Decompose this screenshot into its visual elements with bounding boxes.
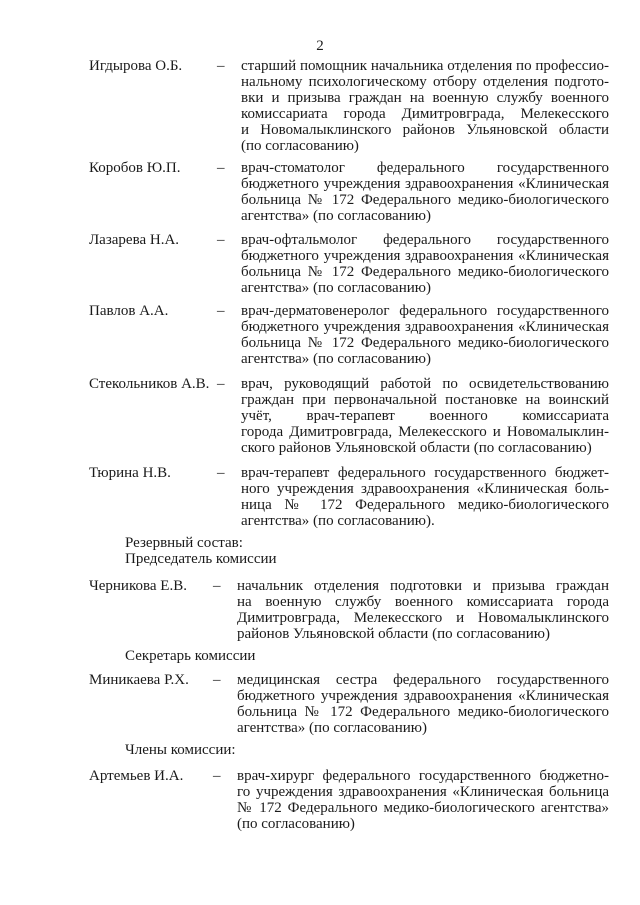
member-name: Артемьев И.А. — [89, 768, 184, 784]
description-line: агентства» (по согласованию) — [237, 720, 427, 736]
member-description — [241, 465, 609, 529]
dash: – — [217, 303, 225, 319]
member-description — [241, 376, 609, 456]
description-line: врач, руководящий работой по освидетельствованию — [241, 376, 609, 392]
member-description — [241, 303, 609, 367]
member-name: Игдырова О.Б. — [89, 58, 183, 74]
description-line: врач-стоматолог федерального государственного — [241, 160, 609, 176]
member-name: Павлов А.А. — [89, 303, 169, 319]
description-line: больница № 172 Федерального медико-биологического — [237, 704, 609, 720]
dash: – — [217, 160, 225, 176]
description-line: на военную службу военного комиссариата города — [237, 594, 609, 610]
member-name: Тюрина Н.В. — [89, 465, 171, 481]
description-line: бюджетного учреждения здравоохранения «Клиническая — [241, 248, 609, 264]
description-line: медицинская сестра федерального государственного — [237, 672, 609, 688]
dash: – — [213, 768, 221, 784]
secretary-heading: Секретарь комиссии — [125, 648, 256, 664]
description-line: (по согласованию) — [241, 138, 359, 154]
description-line: врач-терапевт федерального государственного бюджет- — [241, 465, 609, 481]
description-line: больница № 172 Федерального медико-биологического — [241, 264, 609, 280]
description-line: врач-дерматовенеролог федерального государственного — [241, 303, 609, 319]
dash: – — [217, 465, 225, 481]
dash: – — [217, 376, 225, 392]
member-description — [237, 768, 609, 832]
description-line: (по согласованию) — [237, 816, 355, 832]
description-line: агентства» (по согласованию). — [241, 513, 435, 529]
description-line: врач-хирург федерального государственного бюджетно- — [237, 768, 609, 784]
description-line: больница № 172 Федерального медико-биологического — [241, 335, 609, 351]
description-line: граждан при первоначальной постановке на воинский — [241, 392, 609, 408]
description-line: учёт, врач-терапевт военного комиссариата — [241, 408, 609, 424]
description-line: го учреждения здравоохранения «Клиническая больница — [237, 784, 609, 800]
description-line: врач-офтальмолог федерального государственного — [241, 232, 609, 248]
member-description — [241, 232, 609, 296]
description-line: ного учреждения здравоохранения «Клиническая боль- — [241, 481, 609, 497]
dash: – — [217, 58, 225, 74]
description-line: больница № 172 Федерального медико-биологического — [241, 192, 609, 208]
description-line: бюджетного учреждения здравоохранения «Клиническая — [237, 688, 609, 704]
description-line: вки и призыва граждан на военную службу военного — [241, 90, 609, 106]
description-line: Димитровграда, Мелекесского и Новомалыклинского — [237, 610, 609, 626]
member-name: Черникова Е.В. — [89, 578, 187, 594]
member-description — [241, 58, 609, 154]
description-line: агентства» (по согласованию) — [241, 208, 431, 224]
member-description — [237, 578, 609, 642]
description-line: ница № 172 Федерального медико-биологического — [241, 497, 609, 513]
description-line: и Новомалыклинского районов Ульяновской области — [241, 122, 609, 138]
description-line: бюджетного учреждения здравоохранения «Клиническая — [241, 319, 609, 335]
description-line: бюджетного учреждения здравоохранения «Клиническая — [241, 176, 609, 192]
dash: – — [213, 672, 221, 688]
description-line: нальному психологическому отбору отделения подгото- — [241, 74, 609, 90]
description-line: старший помощник начальника отделения по профессио- — [241, 58, 609, 74]
chair-heading: Председатель комиссии — [125, 551, 277, 567]
dash: – — [213, 578, 221, 594]
members-heading: Члены комиссии: — [125, 742, 236, 758]
description-line: комиссариата города Димитровграда, Мелекесского — [241, 106, 609, 122]
description-line: города Димитровграда, Мелекесского и Новомалыклин- — [241, 424, 609, 440]
page-number: 2 — [316, 38, 324, 54]
description-line: ского районов Ульяновской области (по согласованию) — [241, 440, 592, 456]
description-line: районов Ульяновской области (по согласованию) — [237, 626, 550, 642]
member-name: Стекольников А.В. — [89, 376, 210, 392]
description-line: № 172 Федерального медико-биологического агентства» — [237, 800, 609, 816]
member-description — [241, 160, 609, 224]
member-name: Миникаева Р.Х. — [89, 672, 189, 688]
member-name: Коробов Ю.П. — [89, 160, 181, 176]
description-line: агентства» (по согласованию) — [241, 351, 431, 367]
description-line: начальник отделения подготовки и призыва граждан — [237, 578, 609, 594]
member-name: Лазарева Н.А. — [89, 232, 180, 248]
dash: – — [217, 232, 225, 248]
reserve-heading: Резервный состав: — [125, 535, 243, 551]
description-line: агентства» (по согласованию) — [241, 280, 431, 296]
member-description — [237, 672, 609, 736]
